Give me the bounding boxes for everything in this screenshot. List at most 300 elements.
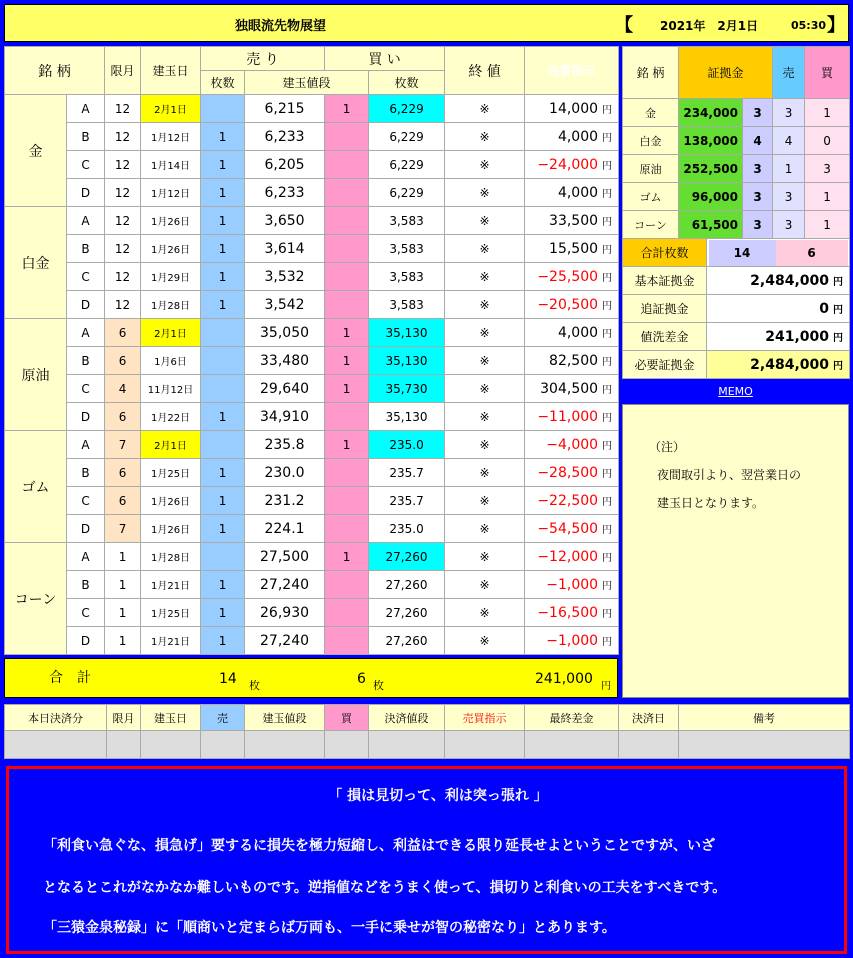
row-date: 2月1日 xyxy=(141,95,201,123)
yen-unit: 円 xyxy=(602,272,613,284)
margin-total-sell: 14 xyxy=(709,240,776,266)
row-buy xyxy=(325,459,369,487)
settle-cell[interactable] xyxy=(201,731,245,759)
row-date: 1月28日 xyxy=(141,291,201,319)
message-line: 「三猿金泉秘録」に「順商いと定まらば万両も、一手に乗せが智の秘密なり」とあります。 xyxy=(43,920,616,936)
row-date: 1月26日 xyxy=(141,487,201,515)
settle-col: 建玉日 xyxy=(141,705,201,731)
row-close: 27,260 xyxy=(369,627,445,655)
row-sell xyxy=(201,347,245,375)
total-label: 合 計 xyxy=(49,670,91,686)
row-close: 6,229 xyxy=(369,179,445,207)
margin-row xyxy=(623,127,850,155)
row-buy: 1 xyxy=(325,95,369,123)
settle-col: 本日決済分 xyxy=(5,705,107,731)
yen-unit: 円 xyxy=(602,132,613,144)
yen-unit: 円 xyxy=(602,244,613,256)
yen-unit: 円 xyxy=(602,440,613,452)
row-letter: A xyxy=(67,431,105,459)
row-price: 235.8 xyxy=(245,431,325,459)
row-signal: ※ xyxy=(445,235,525,263)
settle-cell[interactable] xyxy=(245,731,325,759)
row-diff: −1,000 xyxy=(546,576,599,593)
row-close: 3,583 xyxy=(369,291,445,319)
row-month: 1 xyxy=(105,599,141,627)
margin-name: 原油 xyxy=(623,155,679,183)
row-month: 12 xyxy=(105,291,141,319)
row-price: 3,650 xyxy=(245,207,325,235)
total-sell-unit: 枚 xyxy=(249,679,260,692)
yen-unit: 円 xyxy=(602,384,613,396)
settle-col: 限月 xyxy=(107,705,141,731)
row-month: 12 xyxy=(105,207,141,235)
row-date: 1月22日 xyxy=(141,403,201,431)
total-bar xyxy=(4,658,618,698)
total-buy: 6 xyxy=(357,671,366,687)
position-row xyxy=(5,95,619,123)
col-uri: 売 り xyxy=(201,47,325,71)
row-month: 12 xyxy=(105,263,141,291)
summary-value: 241,000 xyxy=(765,328,829,345)
row-price: 27,240 xyxy=(245,571,325,599)
commodity-group: ゴム xyxy=(5,431,67,543)
row-sell xyxy=(201,431,245,459)
row-diff: 82,500 xyxy=(549,352,599,369)
commodity-group: 原油 xyxy=(5,319,67,431)
position-row xyxy=(5,571,619,599)
row-buy xyxy=(325,291,369,319)
row-date: 1月21日 xyxy=(141,571,201,599)
margin-row xyxy=(623,183,850,211)
position-row xyxy=(5,207,619,235)
yen-unit: 円 xyxy=(833,360,843,372)
position-row xyxy=(5,347,619,375)
settle-cell[interactable] xyxy=(525,731,619,759)
margin-amount: 234,000 xyxy=(679,99,743,127)
title-bar xyxy=(4,4,849,42)
row-letter: B xyxy=(67,459,105,487)
row-signal: ※ xyxy=(445,347,525,375)
row-close: 3,583 xyxy=(369,235,445,263)
row-close: 27,260 xyxy=(369,599,445,627)
row-date: 1月25日 xyxy=(141,459,201,487)
position-row xyxy=(5,459,619,487)
row-buy: 1 xyxy=(325,375,369,403)
summary-label: 必要証拠金 xyxy=(623,351,707,379)
row-close: 235.7 xyxy=(369,487,445,515)
row-letter: D xyxy=(67,627,105,655)
margin-total-label: 合計枚数 xyxy=(623,239,707,267)
row-sell: 1 xyxy=(201,123,245,151)
row-month: 4 xyxy=(105,375,141,403)
row-diff: −24,000 xyxy=(537,156,599,173)
row-sell: 1 xyxy=(201,291,245,319)
row-diff: −28,500 xyxy=(537,464,599,481)
row-diff: 4,000 xyxy=(557,184,599,201)
position-row xyxy=(5,431,619,459)
row-buy xyxy=(325,123,369,151)
settle-col: 建玉値段 xyxy=(245,705,325,731)
yen-unit: 円 xyxy=(833,332,843,344)
commodity-group: 金 xyxy=(5,95,67,207)
row-close: 35,730 xyxy=(369,375,445,403)
yen-unit: 円 xyxy=(602,552,613,564)
position-row xyxy=(5,403,619,431)
row-sell: 1 xyxy=(201,235,245,263)
row-diff: 4,000 xyxy=(557,324,599,341)
row-diff: −12,000 xyxy=(537,548,599,565)
row-price: 3,542 xyxy=(245,291,325,319)
row-price: 26,930 xyxy=(245,599,325,627)
row-close: 3,583 xyxy=(369,207,445,235)
position-row xyxy=(5,179,619,207)
margin-summary xyxy=(622,238,850,379)
row-close: 235.0 xyxy=(369,431,445,459)
margin-amount: 252,500 xyxy=(679,155,743,183)
row-buy: 1 xyxy=(325,347,369,375)
total-diff: 241,000 xyxy=(535,671,593,687)
row-buy xyxy=(325,515,369,543)
row-sell xyxy=(201,543,245,571)
margin-sell: 1 xyxy=(773,155,805,183)
row-signal: ※ xyxy=(445,431,525,459)
total-sell: 14 xyxy=(219,671,237,687)
row-sell: 1 xyxy=(201,403,245,431)
settle-cell[interactable] xyxy=(325,731,369,759)
row-letter: A xyxy=(67,543,105,571)
margin-buy: 3 xyxy=(805,155,850,183)
row-month: 12 xyxy=(105,151,141,179)
row-letter: D xyxy=(67,179,105,207)
row-date: 2月1日 xyxy=(141,319,201,347)
position-row xyxy=(5,515,619,543)
row-month: 6 xyxy=(105,319,141,347)
row-diff: −16,500 xyxy=(537,604,599,621)
position-row xyxy=(5,123,619,151)
row-signal: ※ xyxy=(445,123,525,151)
message-line: となるとこれがなかなか難しいものです。逆指値などをうまく使って、損切りと利食いの工夫をすべきです。 xyxy=(43,880,727,896)
row-price: 3,614 xyxy=(245,235,325,263)
settle-col: 最終差金 xyxy=(525,705,619,731)
row-letter: D xyxy=(67,403,105,431)
yen-unit: 円 xyxy=(602,328,613,340)
col-signal: 売買指示 xyxy=(525,47,619,95)
total-diff-yen: 円 xyxy=(601,681,611,692)
row-close: 235.0 xyxy=(369,515,445,543)
row-signal: ※ xyxy=(445,95,525,123)
row-signal: ※ xyxy=(445,291,525,319)
row-date: 1月28日 xyxy=(141,543,201,571)
row-letter: C xyxy=(67,263,105,291)
row-month: 12 xyxy=(105,235,141,263)
row-close: 35,130 xyxy=(369,347,445,375)
row-buy xyxy=(325,235,369,263)
col-tategyoku-date: 建玉日 xyxy=(141,47,201,95)
yen-unit: 円 xyxy=(602,580,613,592)
margin-count: 3 xyxy=(743,183,773,211)
position-row xyxy=(5,543,619,571)
row-month: 12 xyxy=(105,95,141,123)
row-buy xyxy=(325,571,369,599)
summary-label: 値洗差金 xyxy=(623,323,707,351)
row-close: 35,130 xyxy=(369,319,445,347)
yen-unit: 円 xyxy=(602,636,613,648)
row-sell xyxy=(201,319,245,347)
row-date: 1月14日 xyxy=(141,151,201,179)
row-diff: −22,500 xyxy=(537,492,599,509)
position-row xyxy=(5,319,619,347)
row-signal: ※ xyxy=(445,319,525,347)
yen-unit: 円 xyxy=(602,216,613,228)
memo-line: 夜間取引より、翌営業日の xyxy=(657,468,802,482)
row-buy xyxy=(325,179,369,207)
row-month: 1 xyxy=(105,571,141,599)
row-date: 11月12日 xyxy=(141,375,201,403)
row-sell: 1 xyxy=(201,151,245,179)
yen-unit: 円 xyxy=(833,304,843,316)
row-buy xyxy=(325,599,369,627)
row-diff: 304,500 xyxy=(540,380,599,397)
row-diff: 4,000 xyxy=(557,128,599,145)
row-diff: −11,000 xyxy=(537,408,599,425)
yen-unit: 円 xyxy=(602,356,613,368)
margin-table xyxy=(622,46,850,239)
settle-cell[interactable] xyxy=(141,731,201,759)
row-month: 6 xyxy=(105,487,141,515)
position-row xyxy=(5,599,619,627)
yen-unit: 円 xyxy=(602,160,613,172)
row-signal: ※ xyxy=(445,543,525,571)
col-gengetsu: 限月 xyxy=(105,47,141,95)
message-box xyxy=(6,766,847,954)
settle-cell[interactable] xyxy=(619,731,679,759)
yen-unit: 円 xyxy=(602,300,613,312)
col-tategyoku-nedan: 建玉値段 xyxy=(245,71,369,95)
margin-sell: 4 xyxy=(773,127,805,155)
settle-col: 売 xyxy=(201,705,245,731)
col-kai: 買 い xyxy=(325,47,445,71)
yen-unit: 円 xyxy=(602,188,613,200)
bracket-close: 】 xyxy=(827,15,845,36)
row-price: 27,500 xyxy=(245,543,325,571)
settle-col: 決済値段 xyxy=(369,705,445,731)
row-price: 6,205 xyxy=(245,151,325,179)
settle-col: 備考 xyxy=(679,705,850,731)
yen-unit: 円 xyxy=(602,524,613,536)
margin-buy: 1 xyxy=(805,99,850,127)
row-buy: 1 xyxy=(325,543,369,571)
row-letter: C xyxy=(67,151,105,179)
row-price: 29,640 xyxy=(245,375,325,403)
row-letter: C xyxy=(67,599,105,627)
margin-count: 4 xyxy=(743,127,773,155)
row-month: 6 xyxy=(105,403,141,431)
time-label: 05:30 xyxy=(791,19,827,32)
settle-cell[interactable] xyxy=(679,731,850,759)
row-signal: ※ xyxy=(445,403,525,431)
row-sell: 1 xyxy=(201,627,245,655)
row-date: 1月26日 xyxy=(141,515,201,543)
page-title: 独眼流先物展望 xyxy=(235,19,327,34)
commodity-group: コーン xyxy=(5,543,67,655)
settle-cell[interactable] xyxy=(107,731,141,759)
yen-unit: 円 xyxy=(602,468,613,480)
message-title: 「 損は見切って、利は突っ張れ 」 xyxy=(328,788,548,804)
row-close: 35,130 xyxy=(369,403,445,431)
margin-name: ゴム xyxy=(623,183,679,211)
row-diff: −4,000 xyxy=(546,436,599,453)
yen-unit: 円 xyxy=(602,608,613,620)
row-month: 7 xyxy=(105,431,141,459)
row-date: 1月26日 xyxy=(141,235,201,263)
row-sell: 1 xyxy=(201,179,245,207)
row-price: 34,910 xyxy=(245,403,325,431)
row-diff: −1,000 xyxy=(546,632,599,649)
row-close: 3,583 xyxy=(369,263,445,291)
commodity-group: 白金 xyxy=(5,207,67,319)
row-month: 1 xyxy=(105,543,141,571)
row-signal: ※ xyxy=(445,207,525,235)
margin-buy: 1 xyxy=(805,183,850,211)
row-sell xyxy=(201,375,245,403)
position-row xyxy=(5,235,619,263)
bracket-open: 【 xyxy=(615,15,633,36)
row-price: 231.2 xyxy=(245,487,325,515)
margin-row xyxy=(623,155,850,183)
row-letter: D xyxy=(67,515,105,543)
date-label: 2021年 2月1日 xyxy=(660,19,759,33)
row-close: 27,260 xyxy=(369,543,445,571)
row-letter: B xyxy=(67,571,105,599)
settle-col: 買 xyxy=(325,705,369,731)
position-row xyxy=(5,263,619,291)
summary-value: 0 xyxy=(819,300,829,317)
row-letter: B xyxy=(67,235,105,263)
margin-sell: 3 xyxy=(773,211,805,239)
row-month: 6 xyxy=(105,459,141,487)
settle-col: 売買指示 xyxy=(445,705,525,731)
row-buy: 1 xyxy=(325,319,369,347)
row-signal: ※ xyxy=(445,599,525,627)
row-date: 1月12日 xyxy=(141,123,201,151)
total-buy-unit: 枚 xyxy=(373,679,384,692)
margin-amount: 138,000 xyxy=(679,127,743,155)
margin-buy: 1 xyxy=(805,211,850,239)
row-price: 6,233 xyxy=(245,179,325,207)
row-price: 6,215 xyxy=(245,95,325,123)
row-signal: ※ xyxy=(445,487,525,515)
row-date: 1月26日 xyxy=(141,207,201,235)
margin-count: 3 xyxy=(743,99,773,127)
margin-row xyxy=(623,99,850,127)
row-month: 12 xyxy=(105,179,141,207)
col-buy-qty: 枚数 xyxy=(369,71,445,95)
yen-unit: 円 xyxy=(602,496,613,508)
settlement-table xyxy=(4,704,850,759)
memo-line: （注） xyxy=(649,440,686,454)
position-row xyxy=(5,151,619,179)
row-sell: 1 xyxy=(201,207,245,235)
row-price: 27,240 xyxy=(245,627,325,655)
row-sell: 1 xyxy=(201,571,245,599)
margin-count: 3 xyxy=(743,211,773,239)
row-diff: −25,500 xyxy=(537,268,599,285)
settle-cell[interactable] xyxy=(369,731,445,759)
margin-col-kai: 買 xyxy=(805,47,850,99)
row-close: 235.7 xyxy=(369,459,445,487)
yen-unit: 円 xyxy=(833,276,843,288)
margin-count: 3 xyxy=(743,155,773,183)
row-letter: B xyxy=(67,123,105,151)
row-close: 6,229 xyxy=(369,95,445,123)
margin-buy: 0 xyxy=(805,127,850,155)
row-signal: ※ xyxy=(445,263,525,291)
row-signal: ※ xyxy=(445,459,525,487)
row-letter: A xyxy=(67,95,105,123)
row-diff: 33,500 xyxy=(549,212,599,229)
row-sell: 1 xyxy=(201,599,245,627)
position-row xyxy=(5,375,619,403)
row-sell: 1 xyxy=(201,263,245,291)
margin-col-uri: 売 xyxy=(773,47,805,99)
row-close: 6,229 xyxy=(369,123,445,151)
row-date: 1月21日 xyxy=(141,627,201,655)
row-signal: ※ xyxy=(445,627,525,655)
row-sell: 1 xyxy=(201,459,245,487)
row-price: 230.0 xyxy=(245,459,325,487)
row-date: 1月29日 xyxy=(141,263,201,291)
margin-row xyxy=(623,211,850,239)
margin-sell: 3 xyxy=(773,183,805,211)
margin-name: 白金 xyxy=(623,127,679,155)
row-diff: −20,500 xyxy=(537,296,599,313)
row-month: 12 xyxy=(105,123,141,151)
margin-name: コーン xyxy=(623,211,679,239)
row-buy xyxy=(325,627,369,655)
row-date: 1月25日 xyxy=(141,599,201,627)
row-date: 2月1日 xyxy=(141,431,201,459)
settle-cell[interactable] xyxy=(445,731,525,759)
row-buy xyxy=(325,263,369,291)
position-row xyxy=(5,487,619,515)
row-price: 224.1 xyxy=(245,515,325,543)
row-signal: ※ xyxy=(445,179,525,207)
row-letter: D xyxy=(67,291,105,319)
row-month: 6 xyxy=(105,347,141,375)
row-price: 33,480 xyxy=(245,347,325,375)
margin-amount: 61,500 xyxy=(679,211,743,239)
yen-unit: 円 xyxy=(602,412,613,424)
margin-amount: 96,000 xyxy=(679,183,743,211)
row-letter: A xyxy=(67,207,105,235)
settle-cell[interactable] xyxy=(5,731,107,759)
row-diff: 14,000 xyxy=(549,100,599,117)
memo-link[interactable]: MEMO xyxy=(718,385,753,398)
row-price: 6,233 xyxy=(245,123,325,151)
position-row xyxy=(5,627,619,655)
row-sell: 1 xyxy=(201,515,245,543)
row-letter: B xyxy=(67,347,105,375)
row-diff: 15,500 xyxy=(549,240,599,257)
row-signal: ※ xyxy=(445,515,525,543)
row-date: 1月6日 xyxy=(141,347,201,375)
summary-label: 追証拠金 xyxy=(623,295,707,323)
margin-sell: 3 xyxy=(773,99,805,127)
row-month: 1 xyxy=(105,627,141,655)
row-sell: 1 xyxy=(201,487,245,515)
row-buy: 1 xyxy=(325,431,369,459)
row-letter: A xyxy=(67,319,105,347)
